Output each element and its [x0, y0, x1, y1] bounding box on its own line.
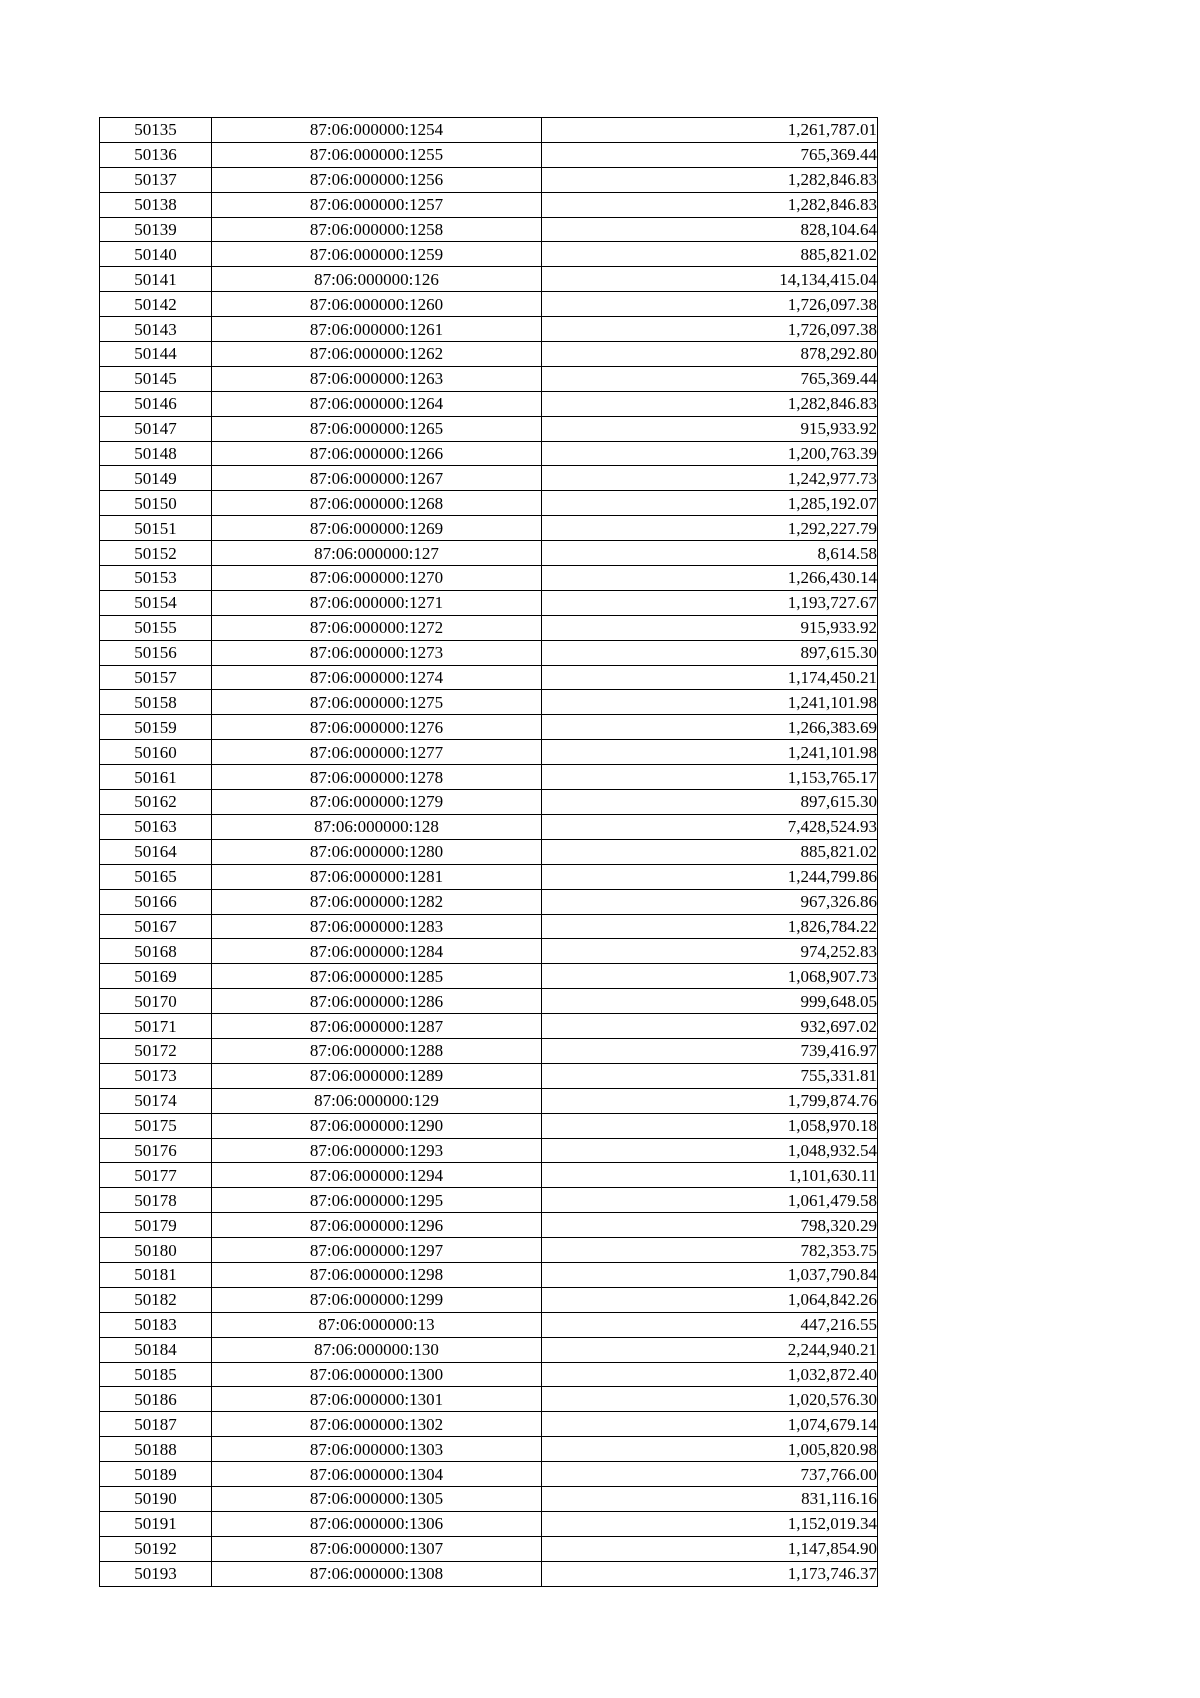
cadastral-number-cell: 87:06:000000:126 [212, 267, 542, 292]
cadastral-number-cell: 87:06:000000:1262 [212, 342, 542, 367]
row-number-cell: 50135 [100, 118, 212, 143]
cadastral-number-cell: 87:06:000000:1284 [212, 939, 542, 964]
value-cell: 739,416.97 [542, 1038, 878, 1063]
row-number-cell: 50183 [100, 1312, 212, 1337]
table-row [100, 1163, 878, 1188]
row-number-cell: 50150 [100, 491, 212, 516]
table-row [100, 1536, 878, 1561]
cadastral-number-cell: 87:06:000000:1268 [212, 491, 542, 516]
cadastral-number-cell: 87:06:000000:1276 [212, 715, 542, 740]
value-cell: 1,020,576.30 [542, 1387, 878, 1412]
row-number-cell: 50146 [100, 391, 212, 416]
cadastral-number-cell: 87:06:000000:1296 [212, 1213, 542, 1238]
row-number-cell: 50161 [100, 765, 212, 790]
cadastral-number-cell: 87:06:000000:1266 [212, 441, 542, 466]
value-cell: 1,032,872.40 [542, 1362, 878, 1387]
cadastral-number-cell: 87:06:000000:1287 [212, 1014, 542, 1039]
table-row [100, 317, 878, 342]
value-cell: 1,200,763.39 [542, 441, 878, 466]
cadastral-value-table [99, 117, 878, 1587]
value-cell: 915,933.92 [542, 615, 878, 640]
value-cell: 878,292.80 [542, 342, 878, 367]
row-number-cell: 50171 [100, 1014, 212, 1039]
table-row [100, 1486, 878, 1511]
value-cell: 2,244,940.21 [542, 1337, 878, 1362]
table-row [100, 1138, 878, 1163]
row-number-cell: 50170 [100, 989, 212, 1014]
row-number-cell: 50174 [100, 1088, 212, 1113]
table-row [100, 1287, 878, 1312]
value-cell: 932,697.02 [542, 1014, 878, 1039]
table-row [100, 889, 878, 914]
row-number-cell: 50140 [100, 242, 212, 267]
value-cell: 1,153,765.17 [542, 765, 878, 790]
table-row [100, 1462, 878, 1487]
table-row [100, 1113, 878, 1138]
cadastral-number-cell: 87:06:000000:1298 [212, 1262, 542, 1287]
value-cell: 1,061,479.58 [542, 1188, 878, 1213]
value-cell: 765,369.44 [542, 366, 878, 391]
cadastral-number-cell: 87:06:000000:13 [212, 1312, 542, 1337]
value-cell: 828,104.64 [542, 217, 878, 242]
row-number-cell: 50137 [100, 167, 212, 192]
cadastral-number-cell: 87:06:000000:1271 [212, 590, 542, 615]
row-number-cell: 50172 [100, 1038, 212, 1063]
value-cell: 1,048,932.54 [542, 1138, 878, 1163]
row-number-cell: 50176 [100, 1138, 212, 1163]
row-number-cell: 50136 [100, 142, 212, 167]
cadastral-number-cell: 87:06:000000:1270 [212, 566, 542, 591]
value-cell: 1,726,097.38 [542, 317, 878, 342]
row-number-cell: 50157 [100, 665, 212, 690]
table-row [100, 1262, 878, 1287]
table-row [100, 690, 878, 715]
table-row [100, 1561, 878, 1586]
value-cell: 967,326.86 [542, 889, 878, 914]
cadastral-number-cell: 87:06:000000:1254 [212, 118, 542, 143]
table-row [100, 416, 878, 441]
cadastral-number-cell: 87:06:000000:1293 [212, 1138, 542, 1163]
cadastral-number-cell: 87:06:000000:1290 [212, 1113, 542, 1138]
table-row [100, 441, 878, 466]
value-cell: 737,766.00 [542, 1462, 878, 1487]
value-cell: 1,058,970.18 [542, 1113, 878, 1138]
value-cell: 7,428,524.93 [542, 814, 878, 839]
value-cell: 1,799,874.76 [542, 1088, 878, 1113]
table-row [100, 640, 878, 665]
table-body [100, 118, 878, 1587]
value-cell: 447,216.55 [542, 1312, 878, 1337]
row-number-cell: 50138 [100, 192, 212, 217]
value-cell: 1,261,787.01 [542, 118, 878, 143]
table-row [100, 1188, 878, 1213]
row-number-cell: 50167 [100, 914, 212, 939]
row-number-cell: 50186 [100, 1387, 212, 1412]
row-number-cell: 50187 [100, 1412, 212, 1437]
table-row [100, 1312, 878, 1337]
row-number-cell: 50154 [100, 590, 212, 615]
row-number-cell: 50153 [100, 566, 212, 591]
value-cell: 1,193,727.67 [542, 590, 878, 615]
row-number-cell: 50160 [100, 740, 212, 765]
row-number-cell: 50163 [100, 814, 212, 839]
table-row [100, 1238, 878, 1263]
value-cell: 897,615.30 [542, 790, 878, 815]
table-row [100, 1412, 878, 1437]
table-row [100, 1063, 878, 1088]
row-number-cell: 50158 [100, 690, 212, 715]
value-cell: 1,074,679.14 [542, 1412, 878, 1437]
row-number-cell: 50191 [100, 1511, 212, 1536]
cadastral-number-cell: 87:06:000000:1279 [212, 790, 542, 815]
value-cell: 1,005,820.98 [542, 1437, 878, 1462]
table-row [100, 541, 878, 566]
row-number-cell: 50181 [100, 1262, 212, 1287]
cadastral-number-cell: 87:06:000000:1301 [212, 1387, 542, 1412]
cadastral-number-cell: 87:06:000000:1260 [212, 292, 542, 317]
cadastral-number-cell: 87:06:000000:1299 [212, 1287, 542, 1312]
value-cell: 765,369.44 [542, 142, 878, 167]
table-row [100, 491, 878, 516]
cadastral-number-cell: 87:06:000000:1263 [212, 366, 542, 391]
table-row [100, 118, 878, 143]
value-cell: 885,821.02 [542, 242, 878, 267]
row-number-cell: 50162 [100, 790, 212, 815]
cadastral-number-cell: 87:06:000000:129 [212, 1088, 542, 1113]
value-cell: 1,826,784.22 [542, 914, 878, 939]
cadastral-number-cell: 87:06:000000:1261 [212, 317, 542, 342]
table-row [100, 964, 878, 989]
cadastral-number-cell: 87:06:000000:1281 [212, 864, 542, 889]
row-number-cell: 50155 [100, 615, 212, 640]
table-row [100, 939, 878, 964]
cadastral-number-cell: 87:06:000000:1258 [212, 217, 542, 242]
cadastral-number-cell: 87:06:000000:1274 [212, 665, 542, 690]
value-cell: 755,331.81 [542, 1063, 878, 1088]
table-row [100, 342, 878, 367]
value-cell: 1,244,799.86 [542, 864, 878, 889]
table-row [100, 914, 878, 939]
table-row [100, 391, 878, 416]
table-row [100, 167, 878, 192]
cadastral-number-cell: 87:06:000000:1277 [212, 740, 542, 765]
row-number-cell: 50156 [100, 640, 212, 665]
cadastral-number-cell: 87:06:000000:1288 [212, 1038, 542, 1063]
row-number-cell: 50184 [100, 1337, 212, 1362]
cadastral-number-cell: 87:06:000000:1278 [212, 765, 542, 790]
table-row [100, 1014, 878, 1039]
row-number-cell: 50193 [100, 1561, 212, 1586]
table-row [100, 566, 878, 591]
row-number-cell: 50169 [100, 964, 212, 989]
table-row [100, 217, 878, 242]
row-number-cell: 50149 [100, 466, 212, 491]
value-cell: 1,173,746.37 [542, 1561, 878, 1586]
table-row [100, 1213, 878, 1238]
cadastral-number-cell: 87:06:000000:128 [212, 814, 542, 839]
value-cell: 1,285,192.07 [542, 491, 878, 516]
cadastral-number-cell: 87:06:000000:1265 [212, 416, 542, 441]
table-row [100, 242, 878, 267]
value-cell: 885,821.02 [542, 839, 878, 864]
table-row [100, 292, 878, 317]
value-cell: 782,353.75 [542, 1238, 878, 1263]
value-cell: 831,116.16 [542, 1486, 878, 1511]
table-row [100, 665, 878, 690]
table-row [100, 1038, 878, 1063]
cadastral-number-cell: 87:06:000000:1305 [212, 1486, 542, 1511]
table-row [100, 839, 878, 864]
value-cell: 1,292,227.79 [542, 516, 878, 541]
value-cell: 1,242,977.73 [542, 466, 878, 491]
value-cell: 798,320.29 [542, 1213, 878, 1238]
cadastral-number-cell: 87:06:000000:1304 [212, 1462, 542, 1487]
cadastral-number-cell: 87:06:000000:1295 [212, 1188, 542, 1213]
row-number-cell: 50166 [100, 889, 212, 914]
table-row [100, 814, 878, 839]
cadastral-number-cell: 87:06:000000:1272 [212, 615, 542, 640]
cadastral-number-cell: 87:06:000000:1269 [212, 516, 542, 541]
table-row [100, 765, 878, 790]
row-number-cell: 50178 [100, 1188, 212, 1213]
cadastral-number-cell: 87:06:000000:1306 [212, 1511, 542, 1536]
row-number-cell: 50148 [100, 441, 212, 466]
cadastral-number-cell: 87:06:000000:1259 [212, 242, 542, 267]
table-row [100, 790, 878, 815]
value-cell: 1,266,383.69 [542, 715, 878, 740]
row-number-cell: 50164 [100, 839, 212, 864]
table-row [100, 1387, 878, 1412]
value-cell: 1,037,790.84 [542, 1262, 878, 1287]
row-number-cell: 50173 [100, 1063, 212, 1088]
cadastral-number-cell: 87:06:000000:1255 [212, 142, 542, 167]
cadastral-number-cell: 87:06:000000:1300 [212, 1362, 542, 1387]
cadastral-number-cell: 87:06:000000:1289 [212, 1063, 542, 1088]
value-cell: 8,614.58 [542, 541, 878, 566]
value-cell: 915,933.92 [542, 416, 878, 441]
cadastral-number-cell: 87:06:000000:1282 [212, 889, 542, 914]
cadastral-number-cell: 87:06:000000:130 [212, 1337, 542, 1362]
value-cell: 14,134,415.04 [542, 267, 878, 292]
row-number-cell: 50159 [100, 715, 212, 740]
cadastral-number-cell: 87:06:000000:1302 [212, 1412, 542, 1437]
value-cell: 1,064,842.26 [542, 1287, 878, 1312]
table-row [100, 615, 878, 640]
row-number-cell: 50145 [100, 366, 212, 391]
row-number-cell: 50165 [100, 864, 212, 889]
value-cell: 1,241,101.98 [542, 740, 878, 765]
table-row [100, 516, 878, 541]
row-number-cell: 50179 [100, 1213, 212, 1238]
table-row [100, 1088, 878, 1113]
value-cell: 1,101,630.11 [542, 1163, 878, 1188]
value-cell: 999,648.05 [542, 989, 878, 1014]
cadastral-number-cell: 87:06:000000:1273 [212, 640, 542, 665]
row-number-cell: 50152 [100, 541, 212, 566]
cadastral-number-cell: 87:06:000000:1257 [212, 192, 542, 217]
table-row [100, 989, 878, 1014]
table-row [100, 740, 878, 765]
row-number-cell: 50185 [100, 1362, 212, 1387]
row-number-cell: 50190 [100, 1486, 212, 1511]
table-row [100, 142, 878, 167]
row-number-cell: 50192 [100, 1536, 212, 1561]
cadastral-number-cell: 87:06:000000:1280 [212, 839, 542, 864]
table-row [100, 192, 878, 217]
cadastral-number-cell: 87:06:000000:1285 [212, 964, 542, 989]
table-row [100, 864, 878, 889]
value-cell: 897,615.30 [542, 640, 878, 665]
table-row [100, 715, 878, 740]
row-number-cell: 50168 [100, 939, 212, 964]
cadastral-number-cell: 87:06:000000:1308 [212, 1561, 542, 1586]
row-number-cell: 50175 [100, 1113, 212, 1138]
value-cell: 1,282,846.83 [542, 192, 878, 217]
value-cell: 974,252.83 [542, 939, 878, 964]
value-cell: 1,068,907.73 [542, 964, 878, 989]
row-number-cell: 50188 [100, 1437, 212, 1462]
cadastral-number-cell: 87:06:000000:1275 [212, 690, 542, 715]
row-number-cell: 50182 [100, 1287, 212, 1312]
row-number-cell: 50144 [100, 342, 212, 367]
value-cell: 1,282,846.83 [542, 391, 878, 416]
row-number-cell: 50142 [100, 292, 212, 317]
table-row [100, 1437, 878, 1462]
cadastral-number-cell: 87:06:000000:1297 [212, 1238, 542, 1263]
value-cell: 1,726,097.38 [542, 292, 878, 317]
cadastral-number-cell: 87:06:000000:1256 [212, 167, 542, 192]
row-number-cell: 50139 [100, 217, 212, 242]
value-cell: 1,241,101.98 [542, 690, 878, 715]
table-row [100, 1511, 878, 1536]
cadastral-number-cell: 87:06:000000:1283 [212, 914, 542, 939]
table-row [100, 366, 878, 391]
cadastral-number-cell: 87:06:000000:1267 [212, 466, 542, 491]
table-row [100, 590, 878, 615]
value-cell: 1,174,450.21 [542, 665, 878, 690]
row-number-cell: 50147 [100, 416, 212, 441]
table-row [100, 267, 878, 292]
cadastral-number-cell: 87:06:000000:1264 [212, 391, 542, 416]
row-number-cell: 50143 [100, 317, 212, 342]
row-number-cell: 50180 [100, 1238, 212, 1263]
row-number-cell: 50189 [100, 1462, 212, 1487]
table-row [100, 466, 878, 491]
cadastral-number-cell: 87:06:000000:1307 [212, 1536, 542, 1561]
value-cell: 1,152,019.34 [542, 1511, 878, 1536]
row-number-cell: 50141 [100, 267, 212, 292]
cadastral-number-cell: 87:06:000000:1294 [212, 1163, 542, 1188]
cadastral-number-cell: 87:06:000000:1303 [212, 1437, 542, 1462]
value-cell: 1,147,854.90 [542, 1536, 878, 1561]
table-row [100, 1362, 878, 1387]
row-number-cell: 50151 [100, 516, 212, 541]
cadastral-number-cell: 87:06:000000:127 [212, 541, 542, 566]
cadastral-number-cell: 87:06:000000:1286 [212, 989, 542, 1014]
value-cell: 1,282,846.83 [542, 167, 878, 192]
row-number-cell: 50177 [100, 1163, 212, 1188]
table-row [100, 1337, 878, 1362]
value-cell: 1,266,430.14 [542, 566, 878, 591]
